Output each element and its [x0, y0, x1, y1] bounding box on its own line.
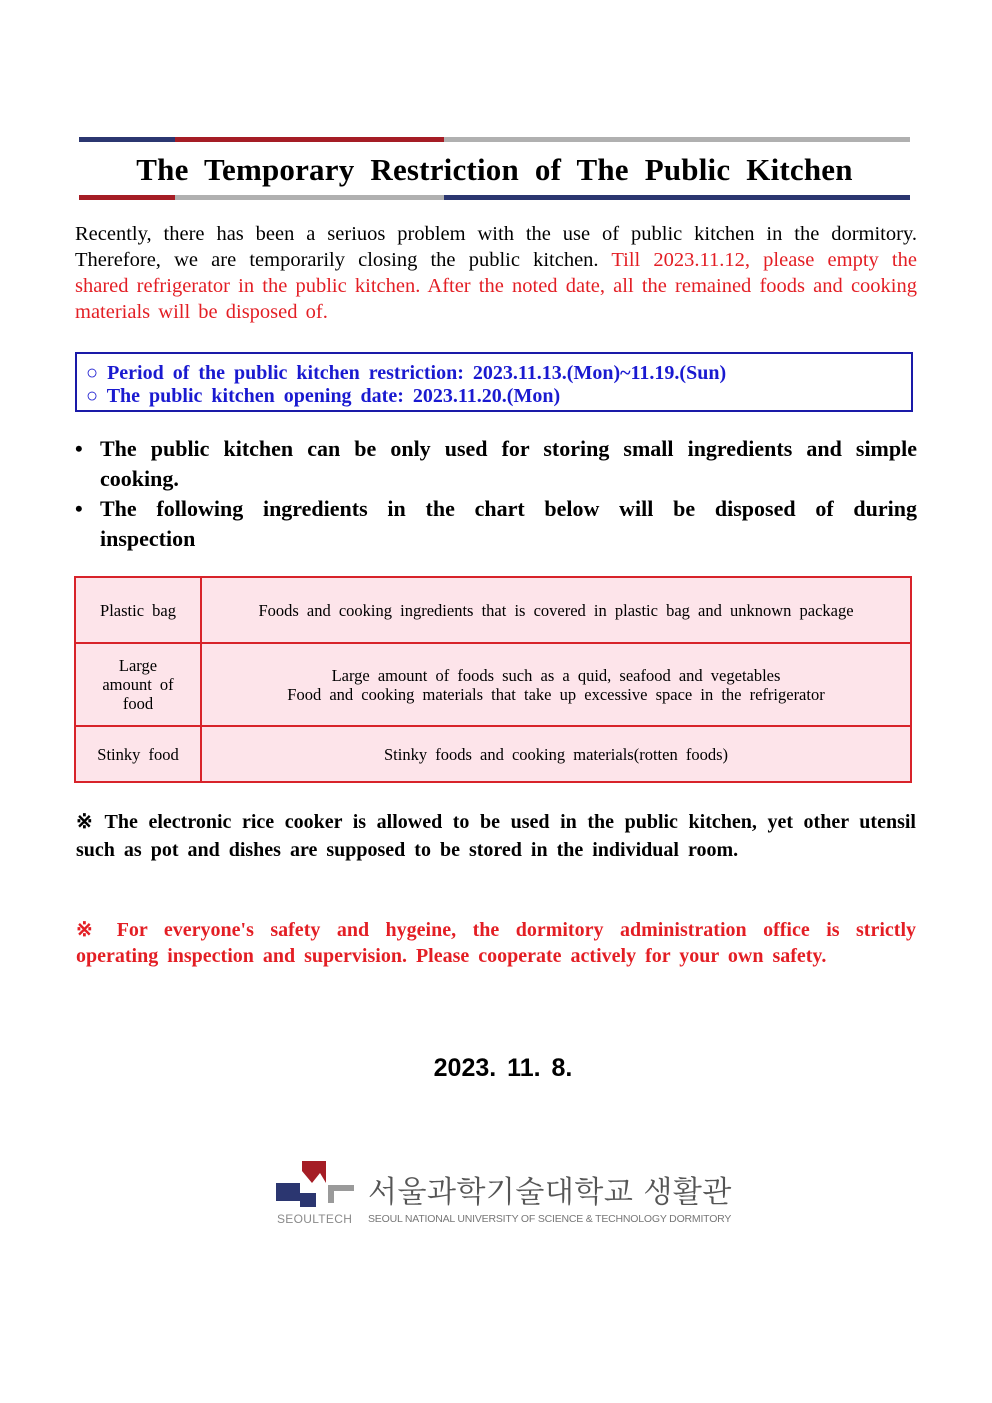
intro-paragraph: [75, 221, 917, 325]
rule-text: The following ingredients in the chart below will be disposed of during inspection: [100, 496, 917, 551]
university-english-name: SEOUL NATIONAL UNIVERSITY OF SCIENCE & TECHNOLOGY DORMITORY: [368, 1213, 732, 1225]
bullet-marker: •: [75, 496, 83, 521]
opening-date-line: ○ The public kitchen opening date: 2023.11.20.(Mon): [86, 385, 561, 407]
category-line: Large: [118, 656, 158, 675]
bottom-bar-red: [79, 195, 175, 200]
table-row: [75, 726, 911, 782]
bottom-bar-navy: [444, 195, 910, 200]
safety-note: ※ For everyone's safety and hygeine, the dormitory administration office is strictly operating inspection and supervision. Please cooperate actively for your own safety.: [76, 919, 916, 967]
seoultech-wordmark: SEOULTECH: [277, 1212, 353, 1226]
top-bar-gray: [444, 137, 910, 142]
seoultech-logo-icon: [276, 1159, 356, 1207]
university-logo: [276, 1159, 732, 1231]
top-bar-red: [175, 137, 444, 142]
restriction-period-box: [75, 352, 913, 412]
description-cell: Foods and cooking ingredients that is covered in plastic bag and unknown package: [201, 577, 911, 643]
description-cell: [201, 643, 911, 726]
top-bar-navy: [79, 137, 175, 142]
page-title: The Temporary Restriction of The Public Kitchen: [136, 152, 853, 187]
intro-warning-text: Till 2023.11.12, please empty the shared refrigerator in the public kitchen. After the noted date, all the remained foods and cooking materials will be disposed of.: [75, 249, 917, 323]
category-cell: Stinky food: [75, 726, 201, 782]
intro-text: Recently, there has been a seriuos problem with the use of public kitchen in the dormitory. Therefore, we are temporarily closing the public kitchen.: [75, 223, 917, 271]
rule-item: [75, 494, 917, 554]
description-cell: Stinky foods and cooking materials(rotten foods): [201, 726, 911, 782]
description-line: Food and cooking materials that take up excessive space in the refrigerator: [287, 684, 825, 704]
category-cell: Plastic bag: [75, 577, 201, 643]
rice-cooker-note: ※ The electronic rice cooker is allowed to be used in the public kitchen, yet other utensil such as pot and dishes are supposed to be stored in the individual room.: [76, 811, 916, 861]
table-row: [75, 643, 911, 726]
rules-list: [75, 434, 917, 554]
category-line: food: [122, 694, 154, 713]
rule-item: [75, 434, 917, 494]
bullet-marker: •: [75, 436, 83, 461]
notice-date: 2023. 11. 8.: [433, 1054, 573, 1082]
bottom-bar-gray: [175, 195, 444, 200]
table-row: [75, 577, 911, 643]
description-line: Large amount of foods such as a quid, seafood and vegetables: [331, 665, 781, 685]
disposal-table: [74, 576, 912, 783]
rule-text: The public kitchen can be only used for storing small ingredients and simple cooking.: [100, 436, 917, 491]
category-cell: [75, 643, 201, 726]
university-korean-name: 서울과학기술대학교 생활관: [368, 1175, 732, 1210]
category-line: amount of: [102, 675, 174, 694]
restriction-period-line: ○ Period of the public kitchen restriction: 2023.11.13.(Mon)~11.19.(Sun): [86, 362, 727, 384]
